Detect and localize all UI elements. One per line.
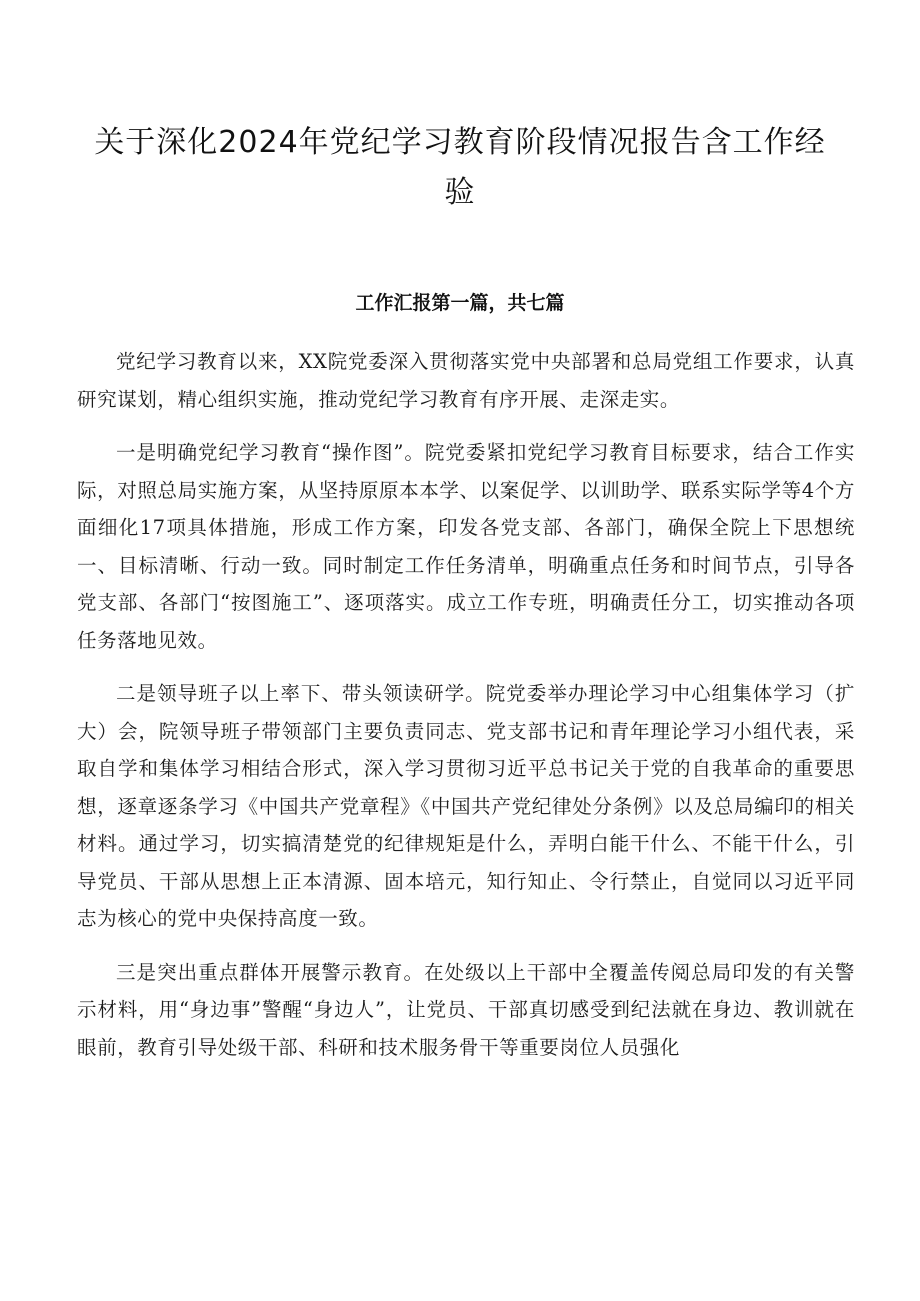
paragraph-intro: 党纪学习教育以来，XX院党委深入贯彻落实党中央部署和总局党组工作要求，认真研究谋划，精心组织实施，推动党纪学习教育有序开展、走深走实。	[77, 350, 855, 411]
document-title: 关于深化2024年党纪学习教育阶段情况报告含工作经验	[94, 125, 826, 210]
paragraph-point-one: 一是明确党纪学习教育“操作图”。院党委紧扣党纪学习教育目标要求，结合工作实际，对照总局实施方案，从坚持原原本本学、以案促学、以训助学、联系实际学等4个方面细化17项具体措施，形成工作方案，印发各党支部、各部门，确保全院上下思想统一、目标清晰、行动一致。同时制定工作任务清单，明确重点任务和时间节点，引导各党支部、各部门“按图施工”、逐项落实。成立工作专班，明确责任分工，切实推动各项任务落地见效。	[77, 441, 855, 652]
paragraph-point-two: 二是领导班子以上率下、带头领读研学。院党委举办理论学习中心组集体学习（扩大）会，院领导班子带领部门主要负责同志、党支部书记和青年理论学习小组代表，采取自学和集体学习相结合形式，深入学习贯彻习近平总书记关于党的自我革命的重要思想，逐章逐条学习《中国共产党章程》《中国共产党纪律处分条例》以及总局编印的相关材料。通过学习，切实搞清楚党的纪律规矩是什么，弄明白能干什么、不能干什么，引导党员、干部从思想上正本清源、固本培元，知行知止、令行禁止，自觉同以习近平同志为核心的党中央保持高度一致。	[77, 682, 855, 930]
paragraph-point-three: 三是突出重点群体开展警示教育。在处级以上干部中全覆盖传阅总局印发的有关警示材料，用“身边事”警醒“身边人”，让党员、干部真切感受到纪法就在身边、教训就在眼前，教育引导处级干部、科研和技术服务骨干等重要岗位人员强化	[77, 960, 855, 1059]
section-heading: 工作汇报第一篇，共七篇	[355, 292, 565, 314]
document-body	[77, 343, 855, 1082]
